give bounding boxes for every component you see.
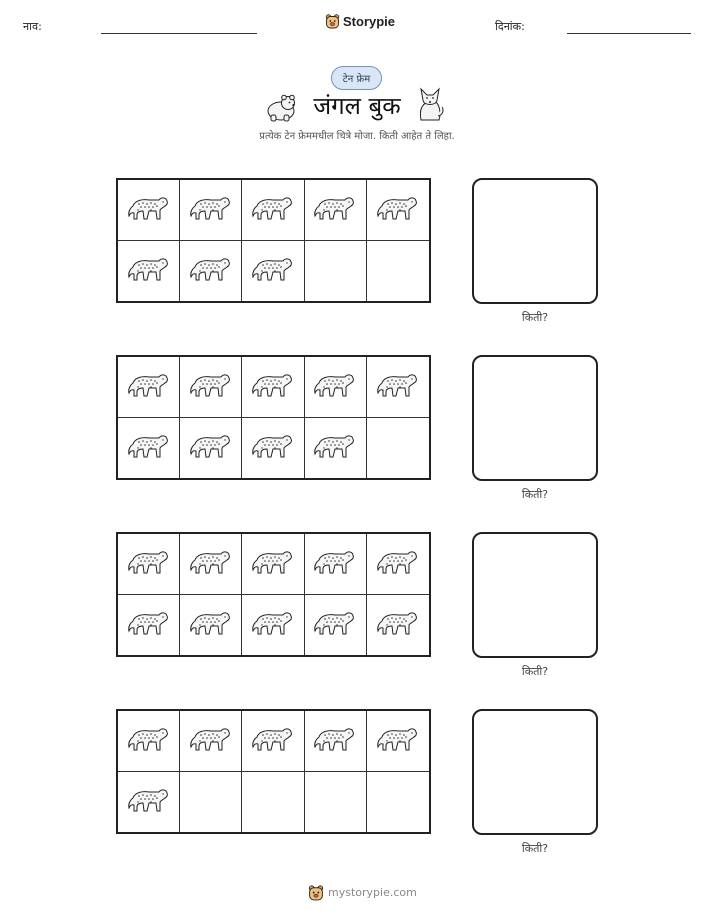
leopard-icon	[313, 609, 357, 641]
ten-frame-cell	[305, 180, 367, 241]
ten-frame	[116, 178, 431, 303]
ten-frame-cell	[242, 180, 304, 241]
ten-frame-cell	[367, 180, 429, 241]
answer-label: किती?	[521, 842, 549, 855]
leopard-icon	[189, 548, 233, 580]
name-field[interactable]	[101, 33, 257, 34]
ten-frame-cell	[180, 418, 242, 479]
date-field[interactable]	[567, 33, 691, 34]
leopard-icon	[376, 609, 420, 641]
ten-frame-badge: टेन फ्रेम	[331, 66, 382, 90]
ten-frame-cell	[367, 711, 429, 772]
ten-frame-cell	[180, 534, 242, 595]
brand-name: Storypie	[343, 13, 396, 29]
leopard-icon	[127, 786, 171, 818]
ten-frame-cell	[180, 357, 242, 418]
ten-frame	[116, 532, 431, 657]
instructions: प्रत्येक टेन फ्रेममधील चित्रे मोजा. किती आहेत ते लिहा.	[259, 131, 455, 142]
ten-frame-cell	[367, 357, 429, 418]
answer-box[interactable]	[472, 532, 598, 658]
ten-frame-cell	[118, 180, 180, 241]
storypie-mascot-icon	[308, 884, 324, 901]
ten-frame-cell	[305, 418, 367, 479]
ten-frame-cell	[367, 418, 429, 479]
leopard-icon	[127, 371, 171, 403]
leopard-icon	[189, 432, 233, 464]
leopard-icon	[251, 548, 295, 580]
leopard-icon	[376, 371, 420, 403]
leopard-icon	[376, 548, 420, 580]
ten-frame-cell	[305, 241, 367, 302]
ten-frame-cell	[118, 595, 180, 656]
name-label: नाव:	[23, 20, 42, 33]
footer-site: mystorypie.com	[328, 886, 417, 899]
leopard-icon	[376, 725, 420, 757]
ten-frame-cell	[242, 595, 304, 656]
ten-frame-cell	[118, 711, 180, 772]
ten-frame-cell	[118, 418, 180, 479]
answer-box[interactable]	[472, 709, 598, 835]
worksheet-title: जंगल बुक	[313, 92, 401, 120]
leopard-icon	[189, 255, 233, 287]
ten-frame-cell	[367, 772, 429, 833]
brand-logo	[325, 13, 395, 29]
ten-frame-cell	[242, 241, 304, 302]
ten-frame-cell	[367, 241, 429, 302]
ten-frame-cell	[242, 711, 304, 772]
leopard-icon	[251, 371, 295, 403]
leopard-icon	[127, 725, 171, 757]
answer-label: किती?	[521, 488, 549, 501]
ten-frame-cell	[180, 595, 242, 656]
leopard-icon	[251, 255, 295, 287]
leopard-icon	[189, 725, 233, 757]
answer-box[interactable]	[472, 355, 598, 481]
leopard-icon	[313, 432, 357, 464]
leopard-icon	[251, 725, 295, 757]
answer-box[interactable]	[472, 178, 598, 304]
ten-frame-cell	[367, 595, 429, 656]
ten-frame-cell	[305, 772, 367, 833]
leopard-icon	[251, 432, 295, 464]
wolf-icon	[415, 86, 445, 122]
storypie-mascot-icon	[325, 13, 340, 29]
leopard-icon	[251, 609, 295, 641]
ten-frame-cell	[118, 772, 180, 833]
leopard-icon	[127, 609, 171, 641]
leopard-icon	[127, 255, 171, 287]
ten-frame-cell	[180, 180, 242, 241]
answer-label: किती?	[521, 665, 549, 678]
ten-frame-cell	[242, 772, 304, 833]
leopard-icon	[127, 194, 171, 226]
answer-label: किती?	[521, 311, 549, 324]
leopard-icon	[313, 194, 357, 226]
ten-frame-cell	[242, 534, 304, 595]
ten-frame-cell	[367, 534, 429, 595]
ten-frame	[116, 355, 431, 480]
leopard-icon	[127, 432, 171, 464]
ten-frame-cell	[118, 241, 180, 302]
date-label: दिनांक:	[495, 20, 525, 33]
ten-frame-cell	[305, 711, 367, 772]
leopard-icon	[127, 548, 171, 580]
ten-frame-cell	[242, 357, 304, 418]
ten-frame-cell	[180, 772, 242, 833]
ten-frame	[116, 709, 431, 834]
leopard-icon	[313, 548, 357, 580]
leopard-icon	[189, 194, 233, 226]
leopard-icon	[251, 194, 295, 226]
ten-frame-cell	[305, 357, 367, 418]
ten-frame-cell	[305, 534, 367, 595]
leopard-icon	[189, 371, 233, 403]
leopard-icon	[189, 609, 233, 641]
ten-frame-cell	[180, 241, 242, 302]
ten-frame-cell	[118, 534, 180, 595]
footer	[308, 884, 417, 901]
leopard-icon	[313, 371, 357, 403]
ten-frame-cell	[118, 357, 180, 418]
leopard-icon	[376, 194, 420, 226]
ten-frame-cell	[305, 595, 367, 656]
leopard-icon	[313, 725, 357, 757]
ten-frame-cell	[180, 711, 242, 772]
ten-frame-cell	[242, 418, 304, 479]
